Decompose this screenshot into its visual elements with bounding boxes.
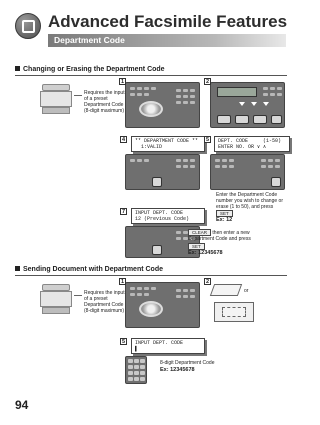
- or-label: or: [244, 288, 249, 294]
- function-button-highlight[interactable]: [139, 101, 163, 117]
- step-4-badge: 4: [121, 137, 126, 143]
- section-heading-changing: Changing or Erasing the Department Code: [15, 66, 165, 73]
- page-subtitle: Department Code: [54, 35, 125, 45]
- lcd-display-step7: INPUT DEPT. CODE 12 (Previous Code): [131, 208, 205, 224]
- lcd-display-step4: ** DEPARTMENT CODE ** 1:VALID: [131, 136, 205, 152]
- step-5-badge: 5: [121, 339, 126, 345]
- step-2-badge: 2: [205, 279, 210, 285]
- step5-set-key: SET: [216, 210, 233, 217]
- step-5-badge: 5: [205, 137, 210, 143]
- step7-example: Ex: 12345678: [188, 250, 223, 256]
- copier-illustration: [40, 284, 72, 314]
- control-panel-step1: [125, 82, 200, 128]
- clear-button[interactable]: [152, 245, 162, 255]
- numeric-keypad[interactable]: [125, 356, 147, 384]
- step-7-badge: 7: [121, 209, 126, 215]
- step-1-badge: 1: [120, 79, 125, 85]
- section-rule: [15, 275, 287, 276]
- step5-example: Ex: 12: [216, 217, 233, 223]
- step7-set-key: SET: [188, 243, 205, 250]
- control-panel-step4: [125, 154, 200, 190]
- step7-clear-line: CLEAR then enter a new: [188, 229, 250, 236]
- scan-area: [222, 307, 246, 317]
- send-instruction: 8-digit Department Code: [160, 360, 215, 366]
- fax-button-highlight[interactable]: [139, 301, 163, 317]
- requirement-note: Requires the input of a preset Department Code (8-digit maximum): [84, 290, 125, 314]
- step5-instruction: Enter the Department Code number you wish to change or erase (1 to 50), and press: [216, 192, 283, 210]
- step7-line2: Department Code and press: [188, 236, 251, 242]
- set-button[interactable]: [152, 177, 162, 187]
- callout-leader: [74, 295, 82, 296]
- section-heading-sending: Sending Document with Department Code: [15, 266, 163, 273]
- control-panel-step5: [210, 154, 285, 190]
- lcd-display-send-step5: INPUT DEPT. CODE ▌: [131, 338, 205, 354]
- callout-leader: [74, 95, 82, 96]
- step-1-badge: 1: [120, 279, 125, 285]
- copier-illustration: [40, 84, 72, 114]
- send-example: Ex: 12345678: [160, 367, 195, 373]
- requirement-note: Requires the input of a preset Department Code (8-digit maximum): [84, 90, 125, 114]
- page-number: 94: [15, 398, 29, 412]
- document-on-adf: [210, 284, 242, 296]
- fax-feature-icon: [15, 13, 41, 39]
- set-button[interactable]: [271, 177, 281, 187]
- lcd-display-step5: DEPT. CODE (1-50) ENTER NO. OR ∨ ∧: [214, 136, 290, 152]
- control-panel-step2: [210, 82, 285, 128]
- subtitle-bar: [48, 34, 286, 47]
- page-title: Advanced Facsimile Features: [48, 12, 288, 31]
- step-2-badge: 2: [205, 79, 210, 85]
- control-panel-send-step1: [125, 282, 200, 328]
- section-rule: [15, 75, 287, 76]
